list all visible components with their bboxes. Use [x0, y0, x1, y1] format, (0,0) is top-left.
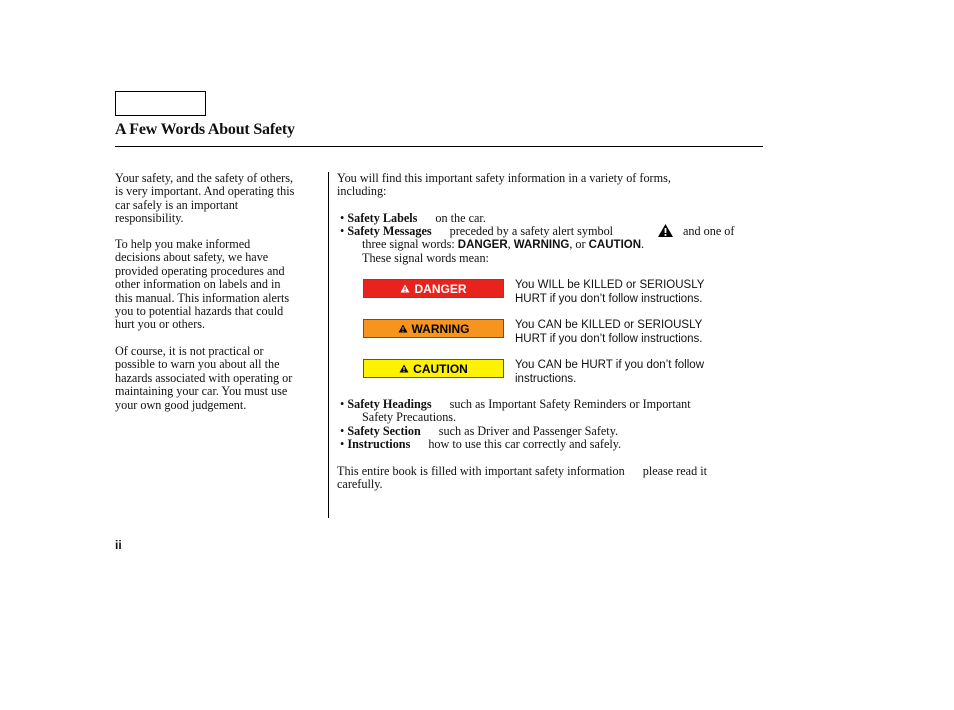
left-paragraph-2: To help you make informed decisions about safety, we have provided operating procedures and other information on labels and in this manual. This information alerts you to potential hazards that could hurt you or others. [115, 237, 290, 332]
bullet-text: such as Important Safety Reminders or Important [449, 397, 691, 411]
bullet-term: Safety Labels [347, 211, 418, 225]
bullet-text-continued: Safety Precautions. [362, 410, 457, 424]
title-rule [115, 146, 763, 147]
signal-words-line: three signal words: DANGER, WARNING, or CAUTION. [362, 237, 645, 251]
intro-paragraph: You will find this important safety information in a variety of forms, including: [337, 171, 671, 199]
warning-triangle-icon [399, 364, 409, 373]
warning-meaning: You CAN be KILLED or SERIOUSLY HURT if you don’t follow instructions. [515, 319, 703, 345]
bullet-safety-messages: • Safety Messages preceded by a safety alert symbol [340, 224, 614, 238]
column-divider [328, 172, 329, 518]
bullet-text: such as Driver and Passenger Safety. [438, 424, 619, 438]
left-paragraph-1: Your safety, and the safety of others, is very important. And operating this car safely is an important responsibility. [115, 171, 295, 226]
bullet-text: preceded by a safety alert symbol [449, 224, 614, 238]
warning-label: WARNING [363, 319, 504, 338]
bullet-safety-labels: • Safety Labels on the car. [340, 211, 486, 225]
section-tab-box [115, 91, 206, 116]
signal-words-intro: These signal words mean: [362, 251, 489, 265]
signal-word-warning: WARNING [513, 239, 570, 251]
signal-word-danger: DANGER [457, 239, 508, 251]
bullet-term: Safety Headings [347, 397, 432, 411]
bullet-instructions: • Instructions how to use this car correctly and safely. [340, 437, 622, 451]
caution-label: CAUTION [363, 359, 504, 378]
page-number: ii [115, 538, 122, 552]
bullet-term: Instructions [347, 437, 411, 451]
bullet-text: on the car. [435, 211, 486, 225]
warning-triangle-icon [400, 284, 410, 293]
caution-meaning: You CAN be HURT if you don’t follow instructions. [515, 359, 704, 385]
left-paragraph-3: Of course, it is not practical or possible to warn you about all the hazards associated with operating or maintaining your car. You must use your own good judgement. [115, 344, 293, 412]
safety-alert-symbol-icon [657, 223, 674, 238]
warning-triangle-icon [398, 324, 408, 333]
page-title: A Few Words About Safety [115, 121, 295, 138]
bullet-text: how to use this car correctly and safely. [428, 437, 622, 451]
closing-paragraph-end: carefully. [337, 477, 383, 491]
bullet-term: Safety Messages [347, 224, 432, 238]
signal-word-caution: CAUTION [588, 239, 642, 251]
danger-meaning: You WILL be KILLED or SERIOUSLY HURT if you don’t follow instructions. [515, 279, 705, 305]
bullet-term: Safety Section [347, 424, 421, 438]
bullet-safety-section: • Safety Section such as Driver and Passenger Safety. [340, 424, 619, 438]
danger-label: DANGER [363, 279, 504, 298]
bullet-safety-headings: • Safety Headings such as Important Safety Reminders or Important [340, 397, 691, 411]
bullet-text-continued: and one of [683, 224, 735, 238]
closing-paragraph: This entire book is filled with important safety information please read it [337, 464, 708, 478]
